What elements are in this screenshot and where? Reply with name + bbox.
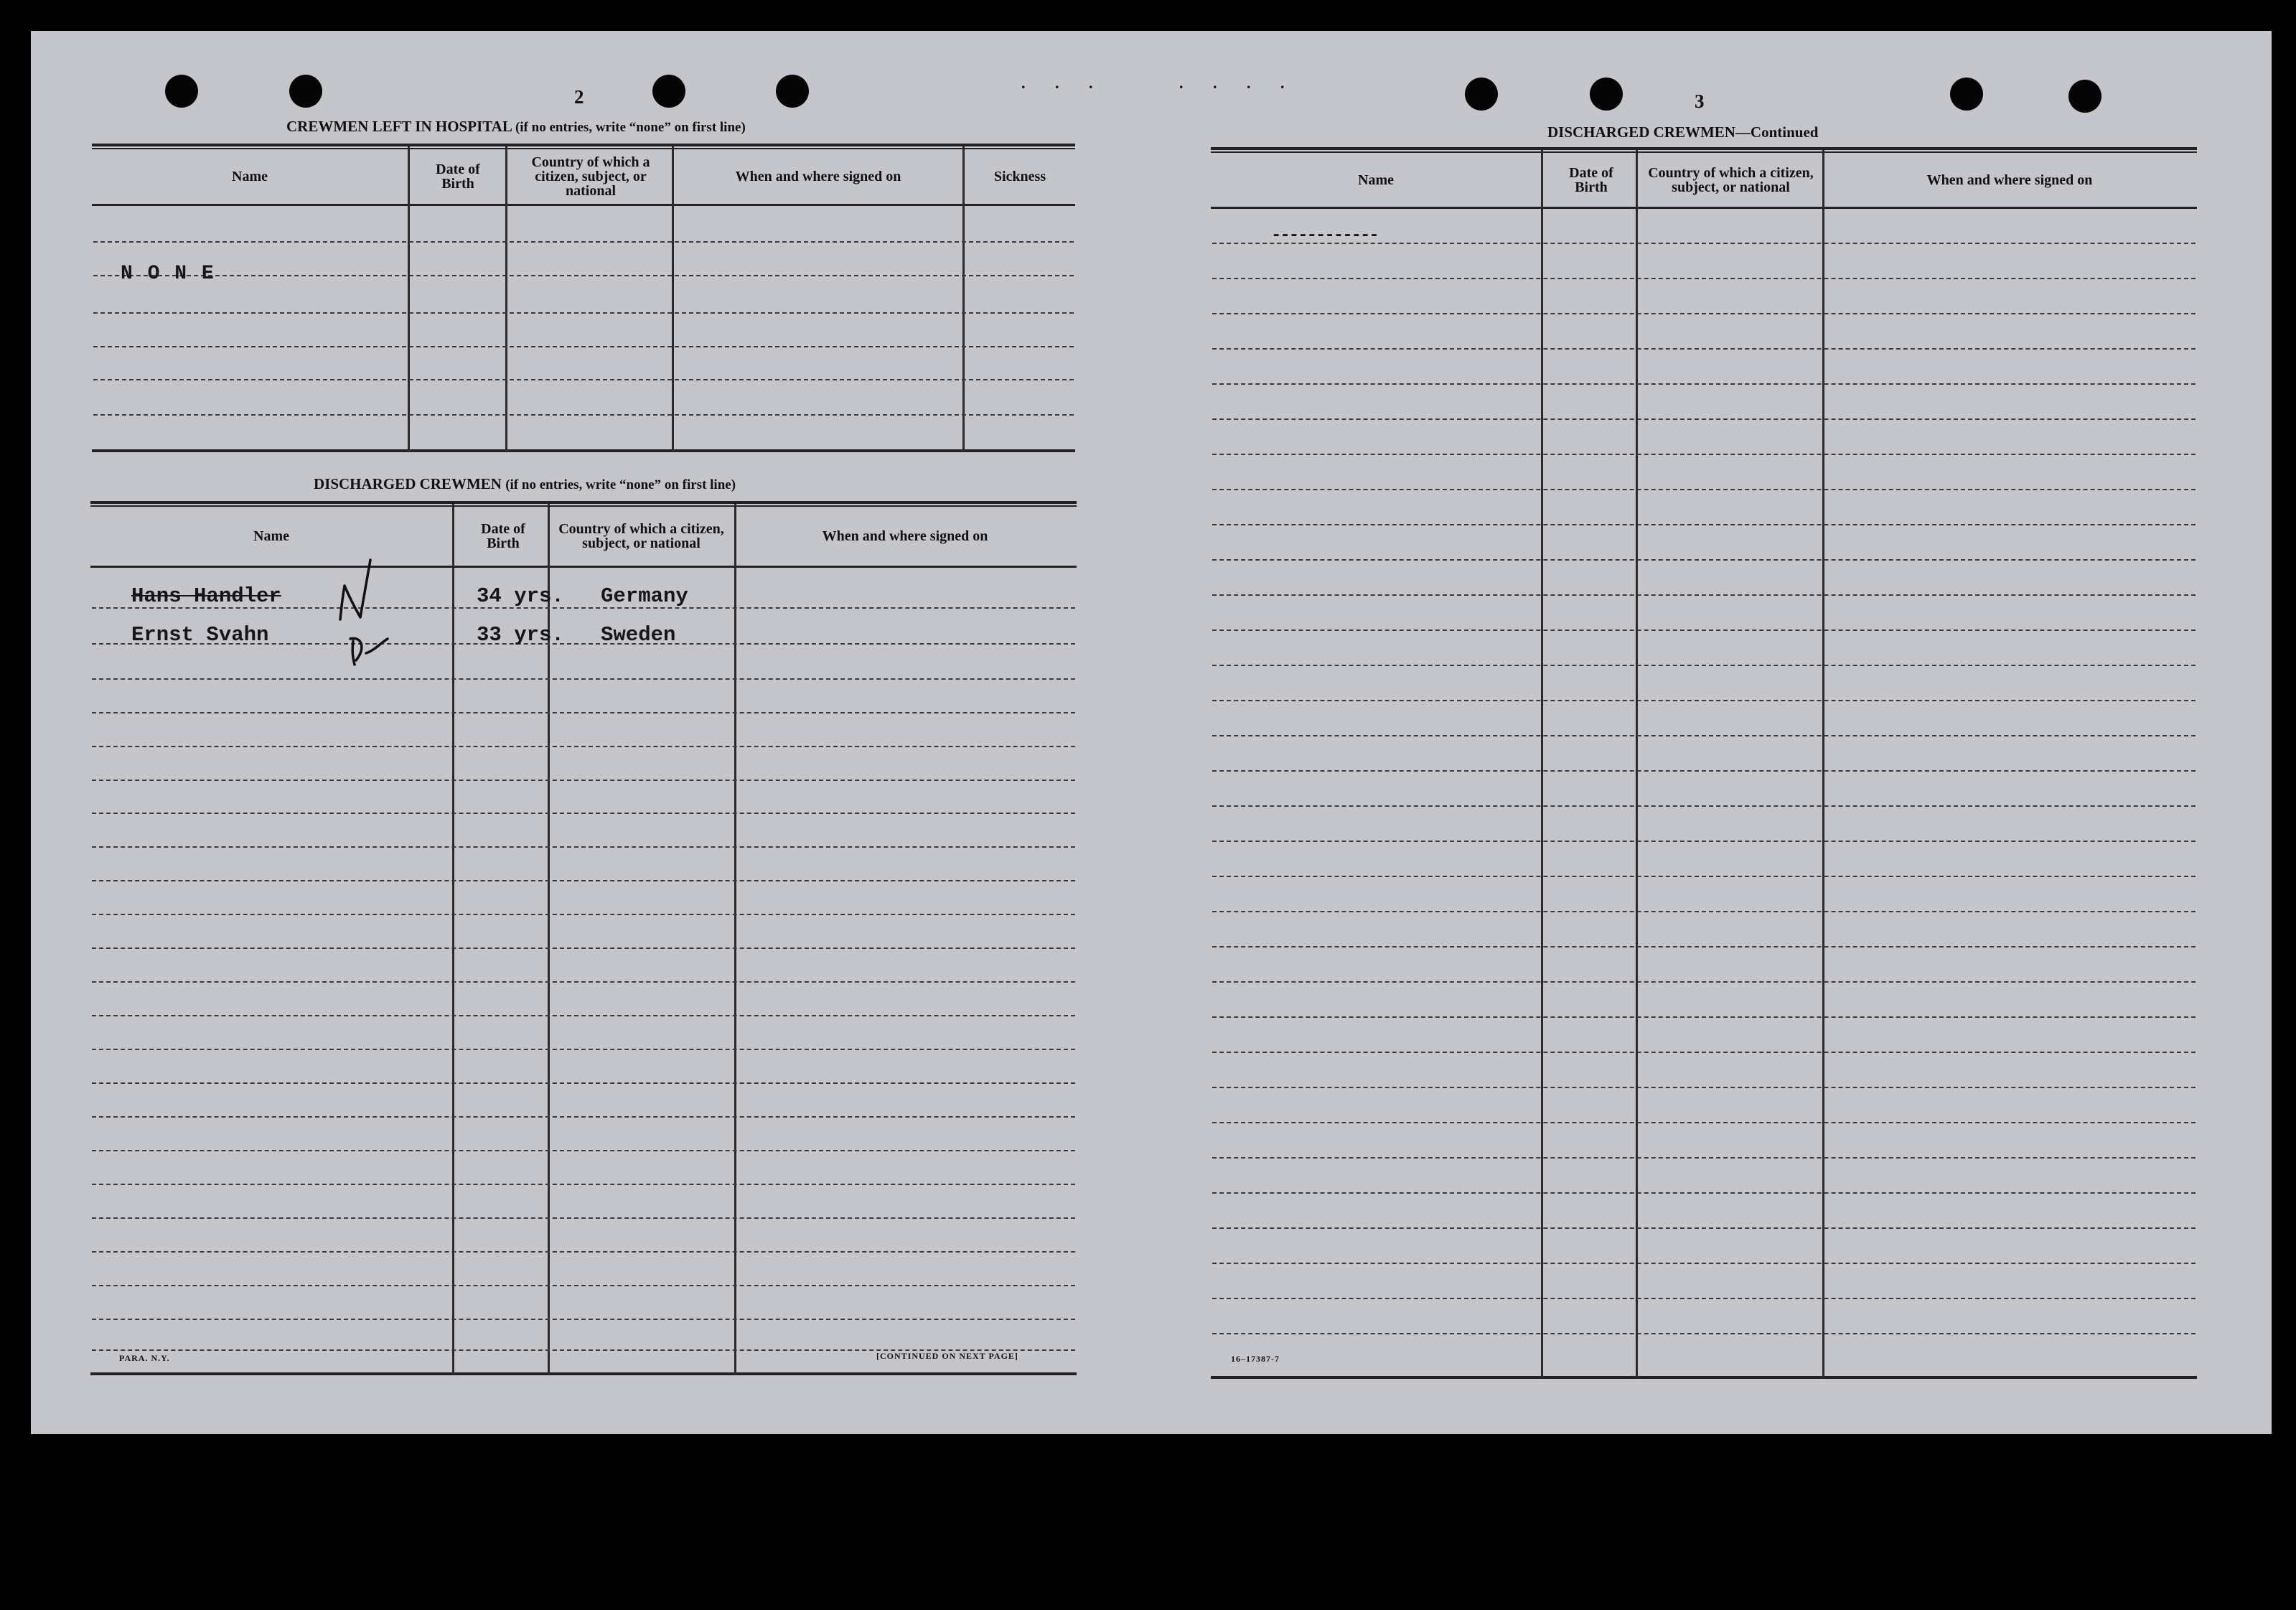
punch-hole bbox=[289, 75, 322, 108]
column-header: When and where signed on bbox=[1926, 172, 2093, 188]
column-header: Date of Birth bbox=[436, 162, 480, 192]
discharged-instruction: (if no entries, write “none” on first line) bbox=[505, 477, 736, 492]
punch-hole bbox=[1465, 78, 1498, 111]
printer-mark: PARA. N.Y. bbox=[119, 1353, 170, 1363]
page-number: 2 bbox=[574, 86, 584, 108]
top-dots: . . . . bbox=[1179, 74, 1298, 92]
punch-hole bbox=[776, 75, 809, 108]
hospital-section-title bbox=[286, 118, 746, 136]
crew-age: 34 yrs. bbox=[477, 584, 564, 608]
page-number: 3 bbox=[1695, 90, 1705, 112]
handwritten-mark bbox=[334, 551, 392, 666]
crew-country: Germany bbox=[601, 584, 688, 608]
top-dots: . . . bbox=[1021, 74, 1106, 92]
discharged-continued-title: DISCHARGED CREWMEN—Continued bbox=[1547, 123, 1819, 141]
discharged-table bbox=[90, 501, 1077, 1375]
hospital-table bbox=[92, 144, 1075, 452]
column-header: Name bbox=[232, 169, 268, 184]
crew-country: Sweden bbox=[601, 623, 676, 647]
hospital-instruction: (if no entries, write “none” on first line) bbox=[515, 120, 746, 135]
discharged-continued-table bbox=[1211, 147, 2197, 1379]
column-header: Date of Birth bbox=[1569, 164, 1613, 195]
form-number: 16–17387-7 bbox=[1231, 1354, 1280, 1364]
hospital-entry-none: N O N E bbox=[121, 263, 215, 285]
column-header: Name bbox=[1358, 172, 1394, 188]
punch-hole bbox=[165, 75, 198, 108]
column-header: Sickness bbox=[993, 169, 1046, 184]
column-header: Name bbox=[253, 528, 289, 544]
crew-age: 33 yrs. bbox=[477, 623, 564, 647]
discharged-title-text: DISCHARGED CREWMEN bbox=[314, 475, 502, 492]
crew-name: Ernst Svahn bbox=[131, 623, 269, 647]
column-header: When and where signed on bbox=[735, 169, 901, 184]
continued-note: [CONTINUED ON NEXT PAGE] bbox=[876, 1351, 1018, 1361]
column-header: Date of Birth bbox=[481, 521, 525, 551]
discharged-section-title bbox=[314, 475, 736, 493]
crew-name: Hans Handler bbox=[131, 584, 281, 608]
document-spread bbox=[31, 31, 2272, 1434]
empty-entry-dashes: ------------ bbox=[1271, 226, 1378, 245]
column-header: Country of which a citizen, subject, or national bbox=[558, 521, 724, 551]
column-header: Country of which a citizen, subject, or national bbox=[1648, 164, 1814, 195]
punch-hole bbox=[1590, 78, 1623, 111]
punch-hole bbox=[652, 75, 685, 108]
column-header: When and where signed on bbox=[822, 528, 988, 544]
hospital-title-text: CREWMEN LEFT IN HOSPITAL bbox=[286, 118, 512, 135]
punch-hole bbox=[2068, 80, 2101, 113]
column-header: Country of which a citizen, subject, or national bbox=[531, 154, 650, 199]
punch-hole bbox=[1950, 78, 1983, 111]
